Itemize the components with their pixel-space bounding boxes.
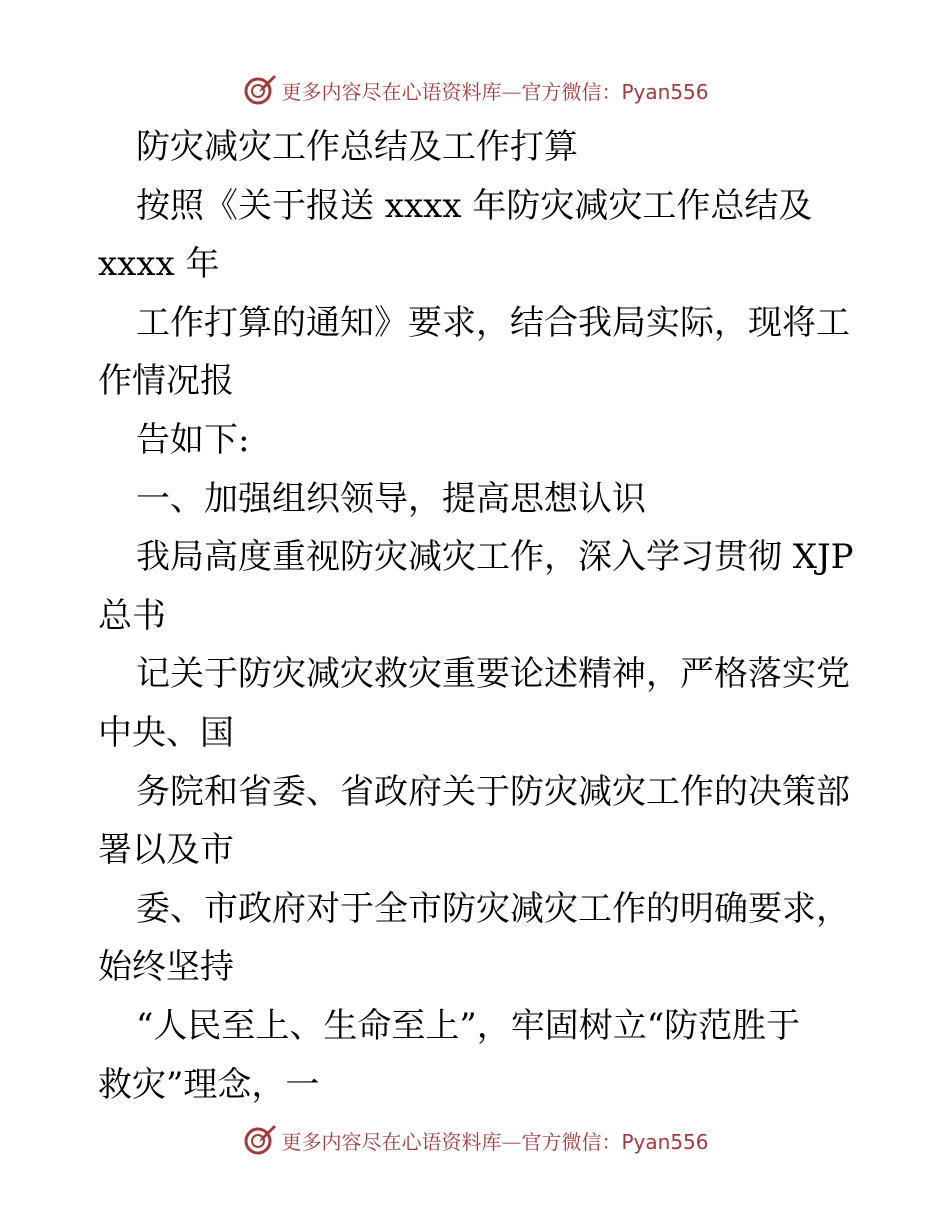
document-body bbox=[98, 118, 858, 1114]
header-banner-text bbox=[281, 76, 708, 105]
banner-wechat-id: Pyan556 bbox=[621, 79, 709, 104]
paragraph-line: 委、市政府对于全市防灾减灾工作的明确要求， bbox=[136, 888, 850, 929]
paragraph-line: 中央、国 bbox=[98, 712, 234, 753]
paragraph-line: 务院和省委、省政府关于防灾减灾工作的决策部 bbox=[136, 771, 850, 812]
paragraph-line: 作情况报 bbox=[98, 361, 234, 402]
footer-banner bbox=[0, 1120, 950, 1160]
footer-banner-text bbox=[281, 1126, 708, 1155]
paragraph-line: 始终坚持 bbox=[98, 947, 234, 988]
paragraph-line: 一、加强组织领导，提高思想认识 bbox=[136, 478, 646, 519]
banner-wechat-label: 官方微信： bbox=[521, 79, 622, 104]
document-title: 防灾减灾工作总结及工作打算 bbox=[136, 127, 578, 167]
banner-main-text: 更多内容尽在心语资料库 bbox=[281, 1129, 502, 1154]
paragraph-line: 按照《关于报送 xxxx 年防灾减灾工作总结及 bbox=[136, 185, 813, 226]
pen-logo-icon bbox=[241, 1122, 277, 1158]
paragraph-line: 记关于防灾减灾救灾重要论述精神，严格落实党 bbox=[136, 654, 850, 695]
pen-logo-icon bbox=[241, 72, 277, 108]
banner-main-text: 更多内容尽在心语资料库 bbox=[281, 79, 502, 104]
paragraph-line: 我局高度重视防灾减灾工作，深入学习贯彻 XJP bbox=[136, 537, 854, 578]
banner-wechat-label: 官方微信： bbox=[521, 1129, 622, 1154]
banner-dash: — bbox=[501, 79, 522, 104]
banner-wechat-id: Pyan556 bbox=[621, 1129, 709, 1154]
paragraph-line: 工作打算的通知》要求，结合我局实际，现将工 bbox=[136, 302, 850, 343]
paragraph-line: 救灾”理念，一 bbox=[98, 1064, 320, 1105]
paragraph-line: 署以及市 bbox=[98, 830, 234, 871]
paragraph-line: xxxx 年 bbox=[98, 244, 220, 285]
banner-dash: — bbox=[501, 1129, 522, 1154]
paragraph-line: 总书 bbox=[98, 595, 166, 636]
header-banner bbox=[0, 70, 950, 110]
paragraph-line: “人民至上、生命至上”，牢固树立“防范胜于 bbox=[136, 1005, 801, 1046]
paragraph-line: 告如下: bbox=[136, 419, 250, 460]
